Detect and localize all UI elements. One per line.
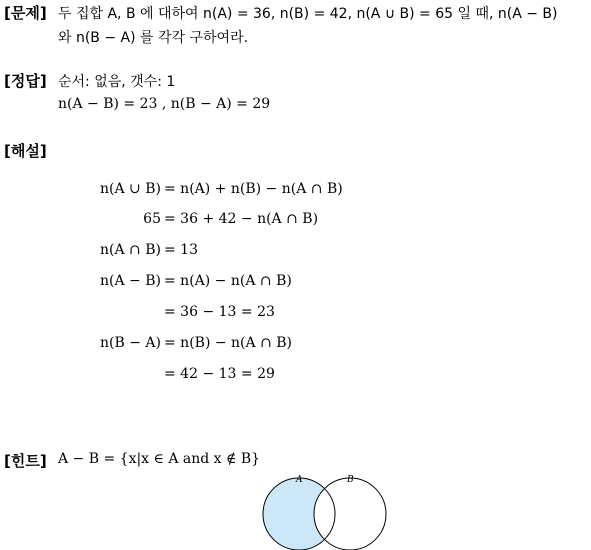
equation-rhs: = 36 − 13 = 23 <box>164 304 275 320</box>
answer-label: [정답] <box>4 72 47 90</box>
solution-label: [해설] <box>4 142 47 160</box>
hint-label: [힌트] <box>4 452 47 470</box>
problem-label: [문제] <box>4 4 47 22</box>
equation-rhs: = 42 − 13 = 29 <box>164 366 275 382</box>
equation-lhs: n(A ∪ B) <box>100 181 161 197</box>
equation-lhs: n(B − A) <box>100 335 161 351</box>
equation-rhs: = n(B) − n(A ∩ B) <box>164 335 293 351</box>
set-a-label: A <box>296 475 303 485</box>
hint-formula: A − B = {x|x ∈ A and x ∉ B} <box>58 451 261 467</box>
equation-lhs: n(A ∩ B) <box>100 242 161 258</box>
answer-line-2: n(A − B) = 23 , n(B − A) = 29 <box>58 96 271 112</box>
equation-rhs: = 13 <box>164 242 198 258</box>
equation-rhs: = 36 + 42 − n(A ∩ B) <box>164 211 319 227</box>
equation-rhs: = n(A) + n(B) − n(A ∩ B) <box>164 181 343 197</box>
set-b-label: B <box>347 475 354 485</box>
problem-line-1: 두 집합 A, B 에 대하여 n(A) = 36, n(B) = 42, n(A ∪ B) = 65 일 때, n(A − B) <box>58 6 558 22</box>
venn-diagram <box>256 472 396 550</box>
problem-line-2: 와 n(B − A) 를 각각 구하여라. <box>58 30 249 46</box>
equation-rhs: = n(A) − n(A ∩ B) <box>164 273 292 289</box>
equation-lhs: n(A − B) <box>100 273 161 289</box>
equation-lhs: 65 <box>143 211 161 227</box>
answer-line-1: 순서: 없음, 갯수: 1 <box>58 74 176 90</box>
